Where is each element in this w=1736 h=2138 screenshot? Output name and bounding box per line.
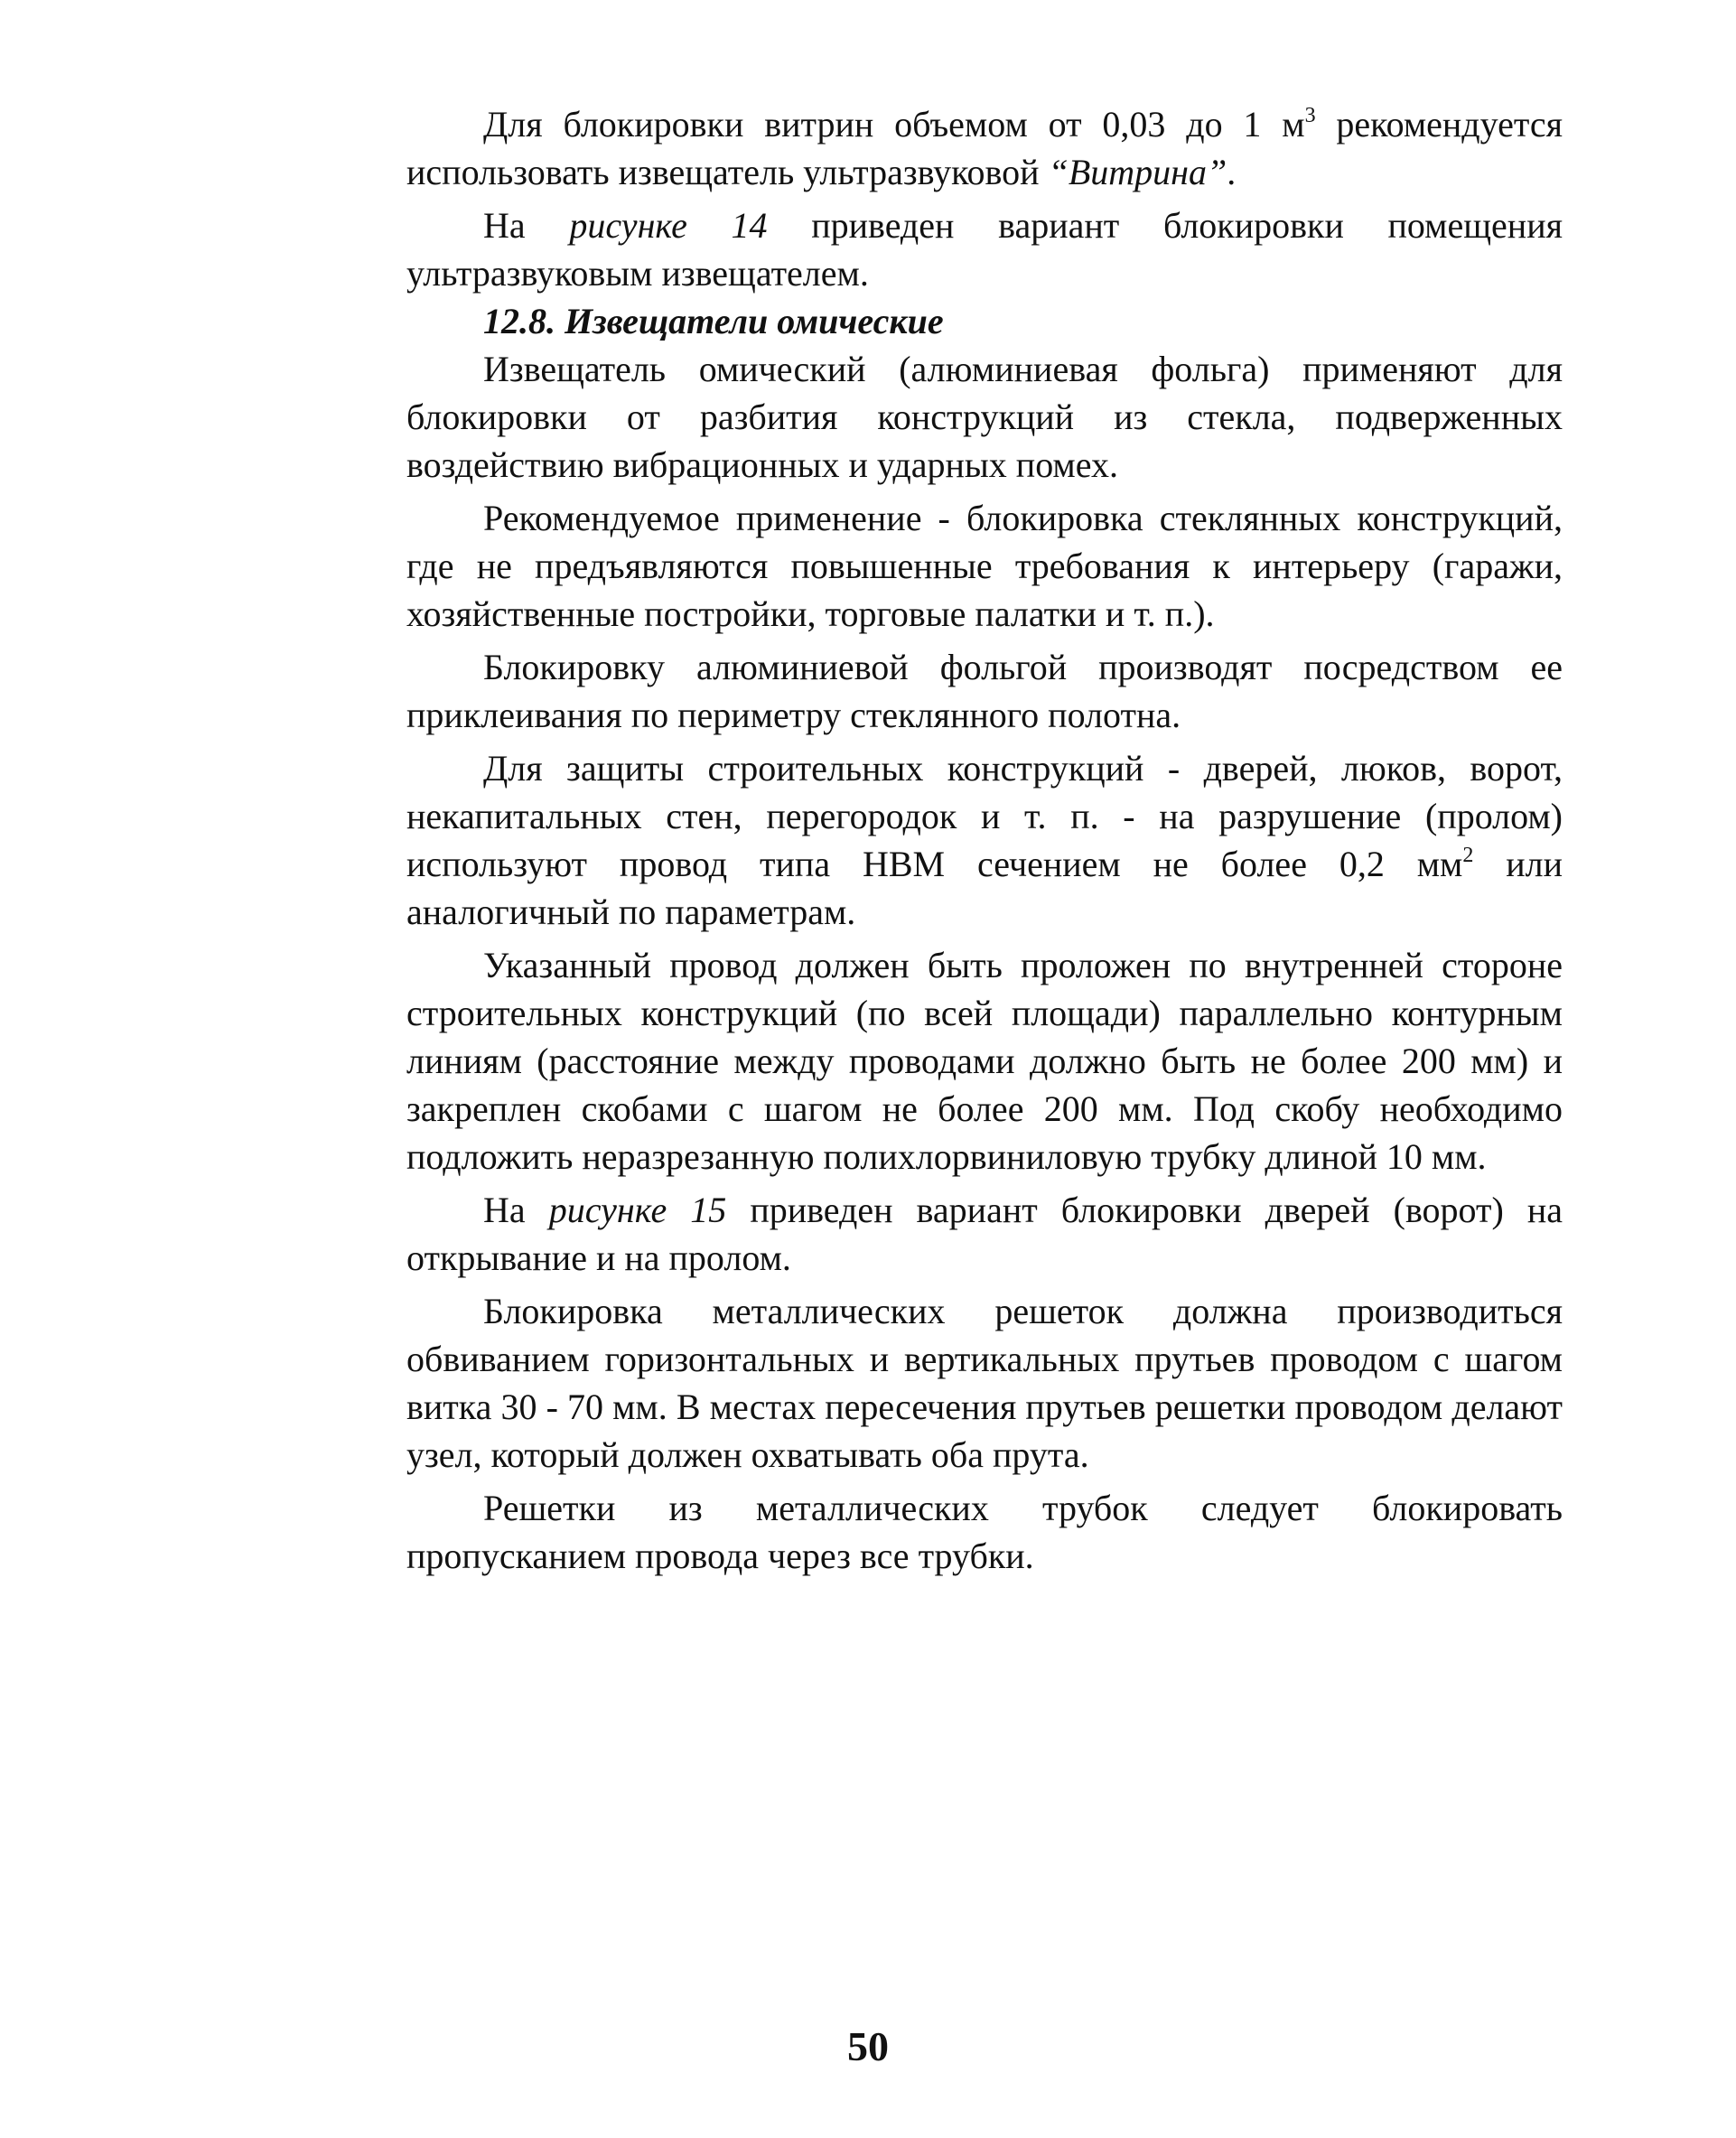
page-number: 50 [847, 2023, 889, 2069]
text-segment: Рекомендуемое применение - блокировка стеклянных конструкций, где не предъявляются повышенные требования к интерьеру (гаражи, хозяйственные постройки, торговые палатки и т. п.). [406, 498, 1563, 634]
paragraph-wire-type [406, 744, 1563, 936]
device-name-quote: “Витрина” [1048, 152, 1227, 192]
text-segment: Блокировку алюминиевой фольгой производят посредством ее приклеивания по периметру стеклянного полотна. [406, 647, 1563, 735]
text-segment: Извещатель омический (алюминиевая фольга) применяют для блокировки от разбития конструкций из стекла, подверженных воздействию вибрационных и ударных помех. [406, 349, 1563, 485]
text-segment: Указанный провод должен быть проложен по внутренней стороне строительных конструкций (по всей площади) параллельно контурным линиям (расстояние между проводами должно быть не более 200 мм) и закреплен скобами с шагом не более 200 мм. Под скобу необходимо подложить неразрезанную полихлорвиниловую трубку длиной 10 мм. [406, 945, 1563, 1177]
text-segment: . [1227, 152, 1237, 192]
text-segment: Решетки из металлических трубок следует блокировать пропусканием провода через все трубки. [406, 1488, 1563, 1576]
text-segment: или аналогичный по параметрам. [406, 844, 1563, 932]
text-segment: приведен вариант блокировки помещения ультразвуковым извещателем. [406, 205, 1563, 294]
paragraph-foil-usage [406, 345, 1563, 489]
text-segment: рекомендуется использовать извещатель ультразвуковой [406, 104, 1563, 192]
paragraph-vitrina [406, 100, 1563, 196]
text-segment: Блокировка металлических решеток должна производиться обвиванием горизонтальных и вертикальных прутьев проводом с шагом витка 30 - 70 мм. В местах пересечения прутьев решетки проводом делают узел, который должен охватывать оба прута. [406, 1291, 1563, 1475]
paragraph-wire-laying [406, 941, 1563, 1181]
paragraph-grates [406, 1287, 1563, 1479]
section-heading: 12.8. Извещатели омические [483, 301, 944, 341]
superscript-cubic: 3 [1304, 103, 1316, 127]
text-segment: На [483, 1190, 549, 1230]
paragraph-tube-grates [406, 1484, 1563, 1580]
figure-reference: рисунке 15 [548, 1190, 727, 1230]
text-segment: На [483, 205, 570, 246]
superscript-square: 2 [1462, 843, 1474, 867]
paragraph-figure-15 [406, 1186, 1563, 1282]
text-segment: приведен вариант блокировки дверей (ворот) на открывание и на пролом. [406, 1190, 1563, 1278]
paragraph-figure-14 [406, 201, 1563, 297]
figure-reference: рисунке 14 [569, 205, 768, 246]
paragraph-recommended-use [406, 494, 1563, 638]
text-segment: Для блокировки витрин объемом от 0,03 до 1 м [483, 104, 1305, 145]
text-segment: Для защиты строительных конструкций - дверей, люков, ворот, некапитальных стен, перегородок и т. п. - на разрушение (пролом) используют провод типа НВМ сечением не более 0,2 мм [406, 748, 1563, 884]
body-text [406, 95, 1563, 1580]
paragraph-foil-gluing [406, 643, 1563, 739]
